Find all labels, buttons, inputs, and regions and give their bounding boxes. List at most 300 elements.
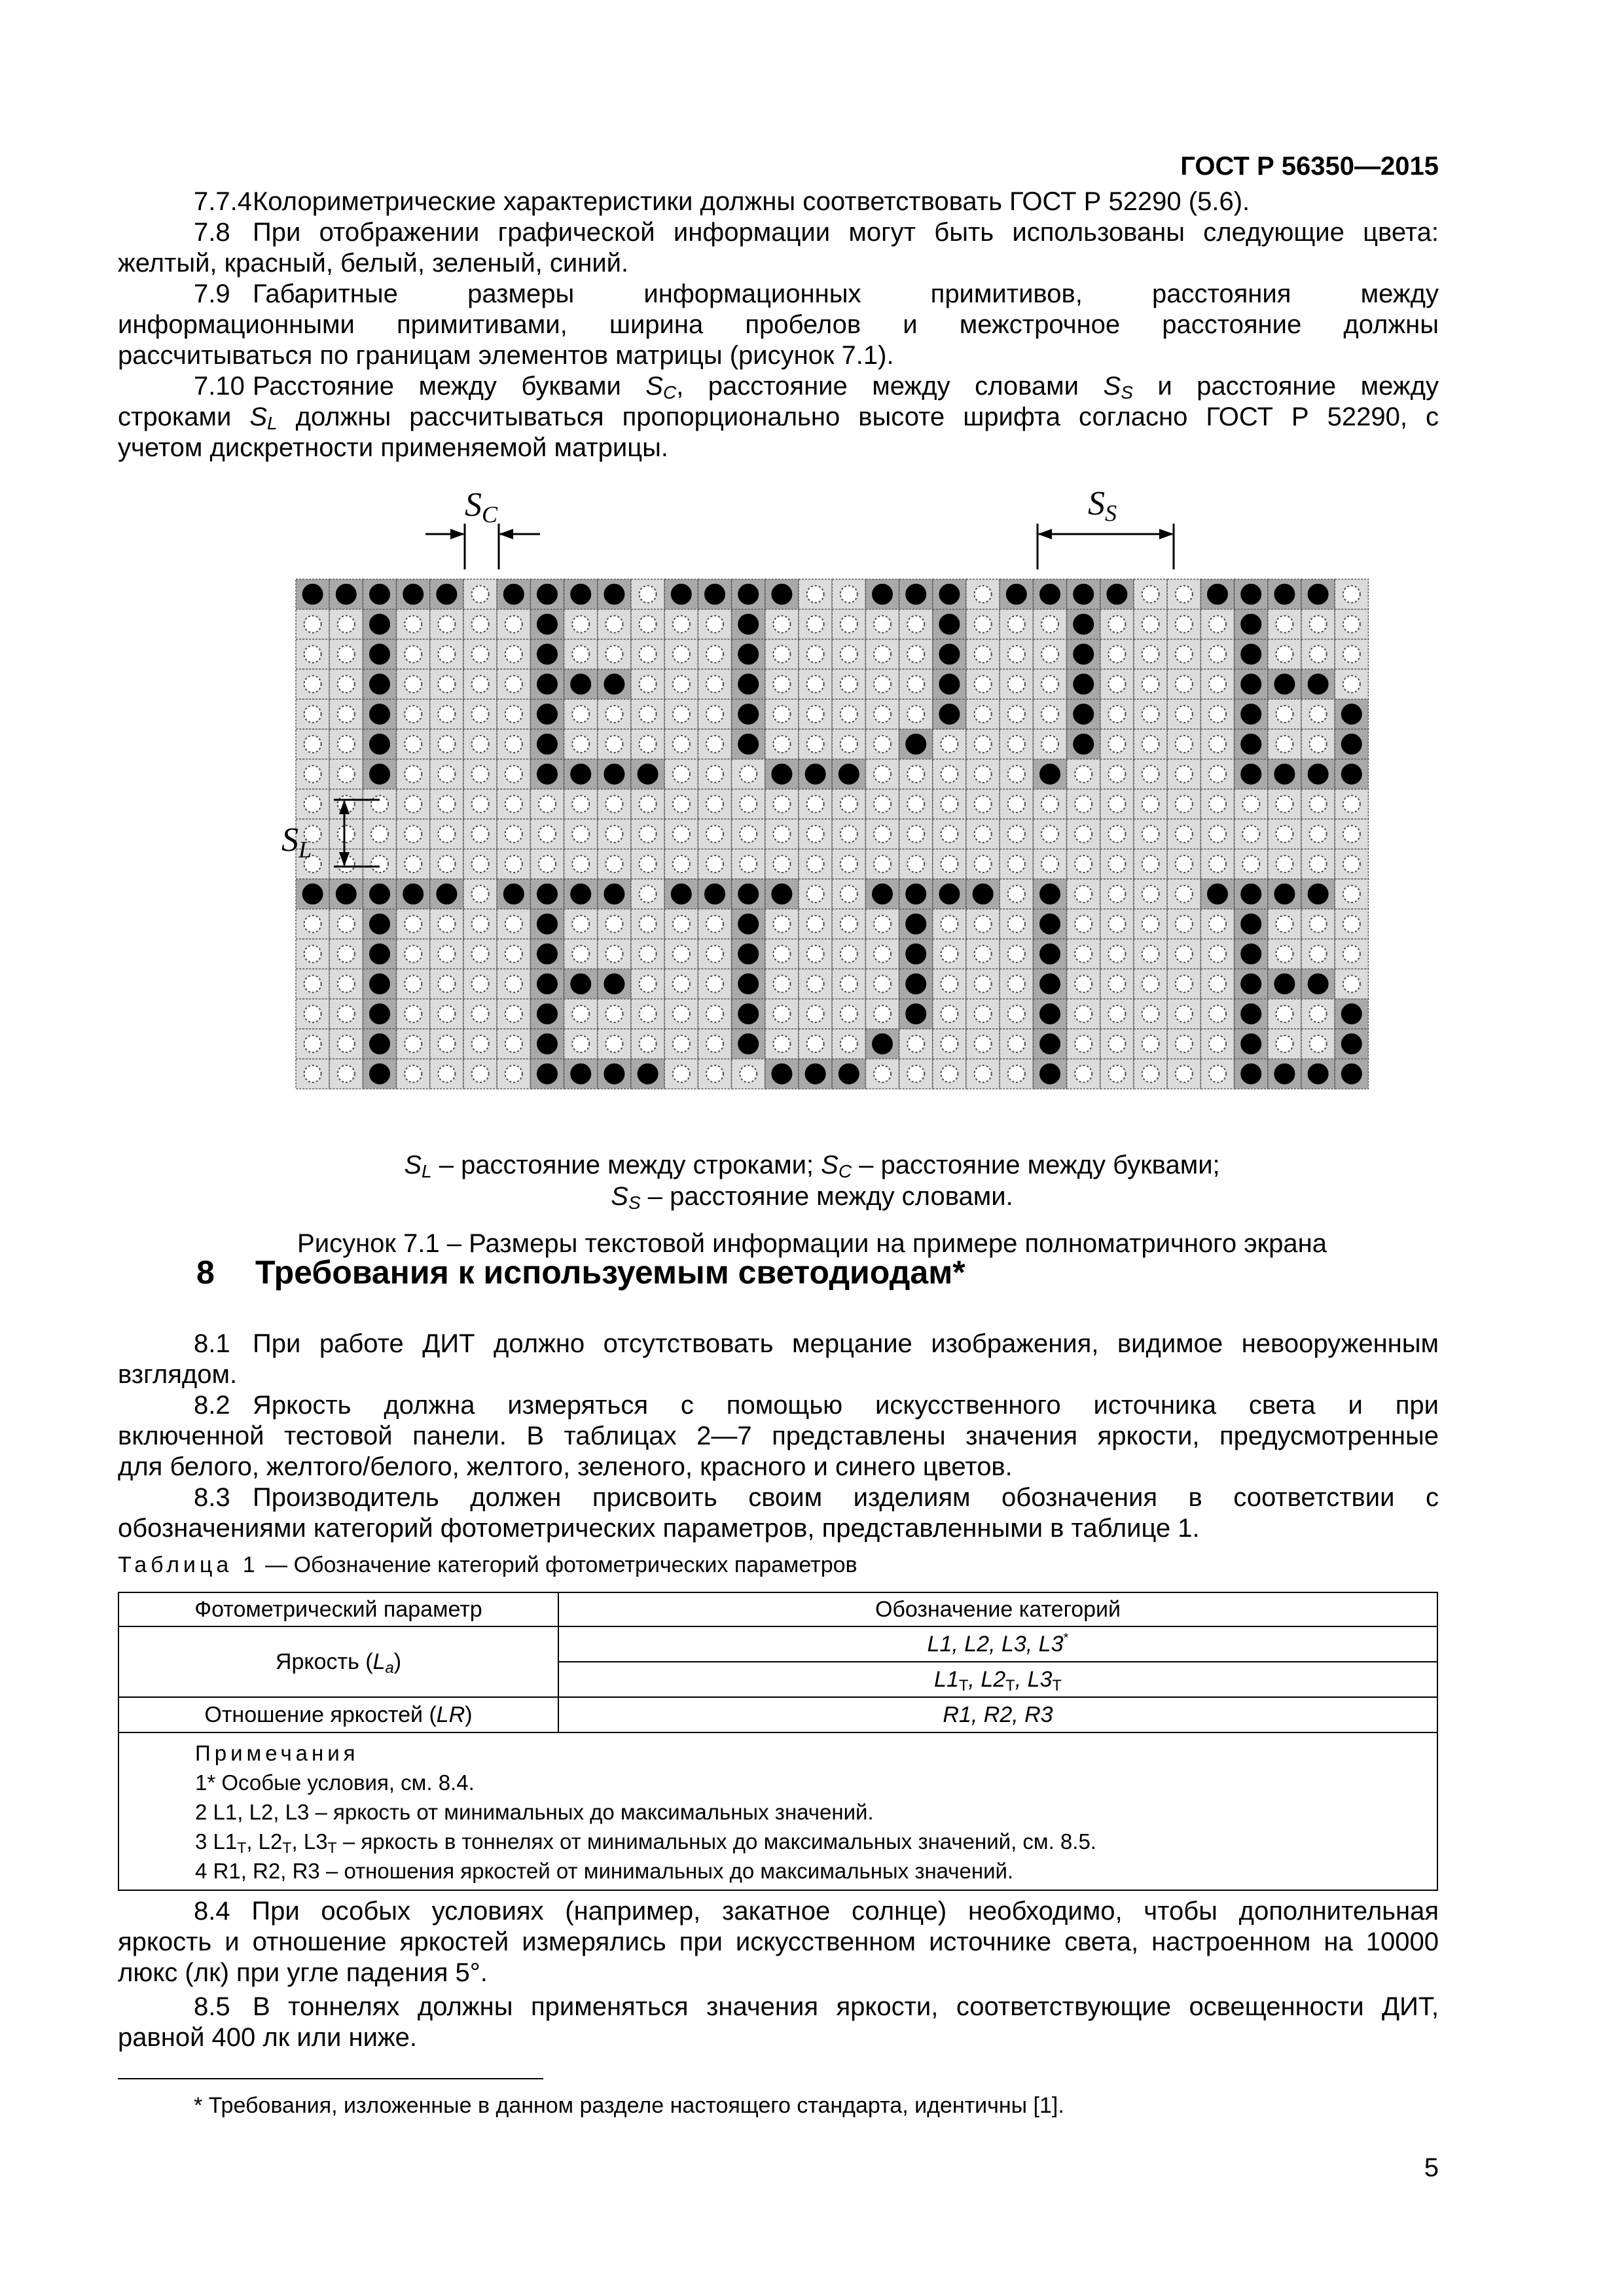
led-off (941, 916, 958, 933)
led-off (1176, 646, 1193, 663)
led-off (1343, 616, 1360, 633)
led-off (975, 916, 992, 933)
led-off (1176, 675, 1193, 692)
led-off (1142, 1066, 1159, 1083)
led-off (773, 916, 790, 933)
clause-number: 8.3 (194, 1483, 230, 1512)
figure-legend-line1: $S_L$ – расстояние между строками; $S_C$ – расстояние между буквами; (404, 1151, 1220, 1181)
led-on (906, 734, 926, 754)
led-off (975, 706, 992, 723)
led-off (975, 646, 992, 663)
led-off (338, 825, 355, 842)
clause-number: 7.9 (194, 279, 230, 308)
led-off (640, 1035, 657, 1052)
led-off (941, 946, 958, 963)
led-on (537, 1034, 557, 1054)
clause-text: Яркость должна измеряться с помощью искусственного источника света и при (253, 1391, 1439, 1420)
led-off (975, 736, 992, 753)
led-off (1108, 646, 1125, 663)
led-off (438, 766, 455, 783)
paragraph-8-3-line2: обозначениями категорий фотометрических параметров, представленными в таблице 1. (118, 1514, 1200, 1543)
led-off (807, 646, 824, 663)
led-off (975, 1035, 992, 1052)
led-off (1108, 855, 1125, 872)
led-off (1108, 1005, 1125, 1022)
led-off (807, 946, 824, 963)
led-off (1176, 586, 1193, 603)
led-off (1041, 736, 1058, 753)
led-off (1209, 766, 1226, 783)
led-off (1142, 916, 1159, 933)
led-off (605, 796, 623, 813)
led-off (807, 916, 824, 933)
led-off (572, 616, 589, 633)
led-off (539, 855, 556, 872)
paragraph-8-2-line1 (118, 1390, 1439, 1421)
symbol-sl: $S_L$ (404, 1151, 432, 1181)
led-off (1176, 796, 1193, 813)
led-off (572, 646, 589, 663)
led-on (571, 884, 590, 904)
led-off (706, 736, 723, 753)
paragraph-8-1-line2: взглядом. (118, 1360, 238, 1389)
led-off (338, 766, 355, 783)
led-on (303, 884, 323, 904)
led-off (1176, 766, 1193, 783)
table-header-category: Обозначение категорий (558, 1592, 1437, 1626)
led-off (338, 675, 355, 692)
led-on (939, 615, 959, 634)
led-off (304, 675, 321, 692)
symbol-ss: $S_S$ (611, 1182, 641, 1213)
led-off (773, 616, 790, 633)
led-on (537, 944, 557, 964)
led-on (772, 584, 791, 604)
led-off (1108, 916, 1125, 933)
led-off (1075, 916, 1092, 933)
led-off (1008, 1005, 1025, 1022)
led-on (537, 884, 557, 904)
led-on (1342, 704, 1362, 724)
led-off (773, 975, 790, 992)
led-off (572, 825, 589, 842)
led-on (604, 674, 624, 694)
led-off (840, 646, 857, 663)
led-off (1209, 616, 1226, 633)
led-on (504, 584, 524, 604)
led-off (1008, 796, 1025, 813)
led-off (505, 616, 522, 633)
led-off (472, 646, 489, 663)
led-off (1176, 616, 1193, 633)
led-off (472, 916, 489, 933)
table-cell-r-values: R1, R2, R3 (558, 1697, 1437, 1732)
led-off (1209, 855, 1226, 872)
led-on (370, 1004, 389, 1024)
led-on (1040, 884, 1060, 904)
sc-dimension (425, 486, 540, 569)
led-off (605, 825, 623, 842)
led-off (405, 646, 422, 663)
led-off (405, 706, 422, 723)
led-matrix-grid (296, 579, 1368, 1089)
led-off (941, 796, 958, 813)
led-off (840, 1005, 857, 1022)
led-on (672, 884, 691, 904)
led-off (405, 675, 422, 692)
led-off (740, 796, 757, 813)
led-off (706, 946, 723, 963)
led-off (1075, 1035, 1092, 1052)
led-off (807, 886, 824, 903)
led-on (973, 884, 993, 904)
led-off (505, 855, 522, 872)
led-off (640, 706, 657, 723)
led-off (807, 675, 824, 692)
led-off (1142, 766, 1159, 783)
led-off (1343, 825, 1360, 842)
led-off (505, 825, 522, 842)
led-off (640, 946, 657, 963)
paragraph-7-9-line1 (118, 279, 1439, 310)
led-off (975, 975, 992, 992)
led-off (807, 855, 824, 872)
led-off (1008, 766, 1025, 783)
led-on (806, 1064, 825, 1084)
led-off (1276, 916, 1293, 933)
led-off (1075, 1005, 1092, 1022)
led-on (403, 884, 423, 904)
led-off (1310, 1005, 1327, 1022)
led-off (1310, 616, 1327, 633)
led-off (1276, 616, 1293, 633)
led-off (472, 616, 489, 633)
led-off (706, 706, 723, 723)
led-off (572, 796, 589, 813)
led-off (1142, 1005, 1159, 1022)
led-off (673, 616, 690, 633)
led-off (405, 916, 422, 933)
led-off (840, 796, 857, 813)
led-on (1342, 764, 1362, 784)
led-off (1108, 736, 1125, 753)
led-on (537, 914, 557, 934)
led-off (640, 586, 657, 603)
led-on (1342, 1034, 1362, 1054)
led-on (370, 704, 389, 724)
led-off (907, 855, 924, 872)
clause-number: 7.7.4 (194, 187, 252, 216)
table-header-param: Фотометрический параметр (118, 1592, 558, 1626)
led-off (1142, 975, 1159, 992)
led-off (840, 886, 857, 903)
led-on (370, 1064, 389, 1084)
led-off (1176, 1005, 1193, 1022)
led-off (1209, 975, 1226, 992)
led-off (338, 946, 355, 963)
led-off (405, 796, 422, 813)
led-off (640, 855, 657, 872)
led-off (505, 1005, 522, 1022)
led-off (673, 855, 690, 872)
led-off (975, 675, 992, 692)
led-on (1040, 1034, 1060, 1054)
clause-text: При отображении графической информации могут быть использованы следующие цвета: (253, 218, 1439, 247)
led-off (673, 675, 690, 692)
led-off (1310, 1035, 1327, 1052)
led-off (706, 1066, 723, 1083)
led-off (1075, 946, 1092, 963)
led-on (537, 584, 557, 604)
table-cell-ratio: Отношение яркостей (LR) (118, 1697, 558, 1732)
led-on (1241, 615, 1261, 634)
led-off (673, 825, 690, 842)
led-off (1041, 796, 1058, 813)
led-off (907, 646, 924, 663)
led-off (438, 796, 455, 813)
led-off (338, 736, 355, 753)
led-off (1176, 886, 1193, 903)
led-off (438, 616, 455, 633)
led-off (405, 855, 422, 872)
clause-text: и расстояние между (1132, 372, 1439, 401)
paragraph-8-2-line3: для белого, желтого/белого, желтого, зеленого, красного и синего цветов. (118, 1452, 1013, 1481)
led-on (1074, 645, 1093, 664)
led-off (1108, 1035, 1125, 1052)
led-off (840, 1035, 857, 1052)
led-off (874, 736, 891, 753)
led-on (1040, 1004, 1060, 1024)
led-off (605, 736, 623, 753)
led-off (1108, 796, 1125, 813)
led-off (874, 616, 891, 633)
led-off (673, 1035, 690, 1052)
section-title: Требования к используемым светодиодам* (255, 1254, 965, 1291)
led-on (303, 584, 323, 604)
led-on (1241, 1034, 1261, 1054)
led-off (1008, 975, 1025, 992)
led-off (304, 736, 321, 753)
led-off (941, 1005, 958, 1022)
led-on (537, 1004, 557, 1024)
led-off (1041, 616, 1058, 633)
led-off (304, 1035, 321, 1052)
led-off (941, 1035, 958, 1052)
led-on (738, 615, 758, 634)
led-on (1308, 974, 1328, 994)
led-on (1241, 944, 1261, 964)
table-caption: Таблица 1 — Обозначение категорий фотометрических параметров (118, 1552, 857, 1577)
led-off (371, 825, 388, 842)
led-off (773, 706, 790, 723)
led-off (1008, 855, 1025, 872)
led-off (807, 616, 824, 633)
led-on (1241, 884, 1261, 904)
led-off (338, 1066, 355, 1083)
led-on (939, 704, 959, 724)
led-on (537, 645, 557, 664)
led-on (1308, 674, 1328, 694)
led-off (874, 855, 891, 872)
sl-label: SL (281, 821, 312, 863)
led-on (738, 704, 758, 724)
led-off (1310, 706, 1327, 723)
led-off (840, 825, 857, 842)
led-off (572, 946, 589, 963)
led-on (604, 974, 624, 994)
led-off (304, 796, 321, 813)
led-off (975, 855, 992, 872)
led-on (672, 584, 691, 604)
led-off (505, 975, 522, 992)
led-on (839, 1064, 859, 1084)
clause-text: , расстояние между словами (676, 372, 1104, 401)
led-on (1040, 584, 1060, 604)
section-heading (196, 1253, 965, 1291)
led-on (738, 584, 758, 604)
led-off (840, 736, 857, 753)
led-off (438, 855, 455, 872)
led-on (1274, 1064, 1294, 1084)
led-off (1008, 706, 1025, 723)
led-on (1241, 974, 1261, 994)
led-off (1310, 916, 1327, 933)
led-on (1241, 734, 1261, 754)
clause-number: 7.8 (194, 218, 230, 247)
led-off (941, 855, 958, 872)
led-off (1142, 886, 1159, 903)
led-off (907, 706, 924, 723)
led-on (437, 884, 456, 904)
led-off (1142, 616, 1159, 633)
led-on (738, 1004, 758, 1024)
led-off (1108, 1066, 1125, 1083)
paragraph-7-7-4 (118, 187, 1439, 217)
led-on (1074, 584, 1093, 604)
led-off (807, 736, 824, 753)
led-off (807, 586, 824, 603)
paragraph-8-3-line1 (118, 1482, 1439, 1513)
led-off (1209, 796, 1226, 813)
led-off (1276, 706, 1293, 723)
led-on (370, 974, 389, 994)
clause-number: 8.2 (194, 1391, 230, 1420)
led-off (1310, 646, 1327, 663)
notes-title: Примечания (195, 1741, 359, 1765)
led-off (640, 975, 657, 992)
led-off (438, 975, 455, 992)
led-off (338, 646, 355, 663)
led-on (873, 1034, 892, 1054)
led-off (405, 825, 422, 842)
led-off (304, 616, 321, 633)
led-on (839, 764, 859, 784)
footnote-separator (118, 2078, 543, 2079)
led-on (1074, 704, 1093, 724)
led-off (1176, 1035, 1193, 1052)
led-on (1274, 884, 1294, 904)
led-off (1075, 796, 1092, 813)
led-off (304, 946, 321, 963)
symbol-ss: $S_S$ (1103, 372, 1133, 403)
led-off (1142, 736, 1159, 753)
led-off (874, 646, 891, 663)
clause-text: Габаритные размеры информационных примитивов, расстояния между (253, 279, 1439, 308)
section-number: 8 (196, 1254, 215, 1291)
led-off (472, 706, 489, 723)
paragraph-7-10-line2: строками $S_L$ должны рассчитываться пропорционально высоте шрифта согласно ГОСТ Р 52290, с (118, 403, 1439, 433)
led-off (640, 675, 657, 692)
paragraph-7-8-line2: желтый, красный, белый, зеленый, синий. (118, 249, 629, 278)
led-off (1310, 736, 1327, 753)
led-on (738, 884, 758, 904)
led-off (1041, 706, 1058, 723)
led-off (1176, 946, 1193, 963)
led-off (304, 916, 321, 933)
led-off (1142, 946, 1159, 963)
led-off (673, 646, 690, 663)
category-table (118, 1592, 1438, 1891)
led-off (640, 825, 657, 842)
led-on (906, 974, 926, 994)
led-off (975, 586, 992, 603)
led-off (572, 855, 589, 872)
led-off (706, 855, 723, 872)
led-off (1142, 646, 1159, 663)
led-off (1242, 855, 1259, 872)
led-off (1008, 736, 1025, 753)
led-off (1176, 736, 1193, 753)
led-on (906, 584, 926, 604)
led-off (505, 675, 522, 692)
led-off (975, 825, 992, 842)
led-off (673, 766, 690, 783)
led-off (371, 796, 388, 813)
led-off (640, 736, 657, 753)
led-on (1342, 734, 1362, 754)
led-on (537, 615, 557, 634)
led-on (638, 1064, 658, 1084)
led-on (370, 884, 389, 904)
led-on (1208, 884, 1227, 904)
led-on (1241, 704, 1261, 724)
led-on (537, 764, 557, 784)
led-off (1310, 825, 1327, 842)
led-off (438, 736, 455, 753)
led-off (338, 1035, 355, 1052)
led-off (1075, 1066, 1092, 1083)
led-on (772, 764, 791, 784)
led-off (405, 975, 422, 992)
led-on (1074, 674, 1093, 694)
led-off (773, 855, 790, 872)
led-off (807, 825, 824, 842)
led-off (1108, 616, 1125, 633)
figure-legend-line2: $S_S$ – расстояние между словами. (611, 1182, 1013, 1213)
led-off (1008, 946, 1025, 963)
led-on (1040, 914, 1060, 934)
led-off (1008, 916, 1025, 933)
led-off (840, 855, 857, 872)
led-off (505, 766, 522, 783)
led-on (939, 884, 959, 904)
led-off (1176, 1066, 1193, 1083)
led-off (1209, 1035, 1226, 1052)
led-off (539, 825, 556, 842)
led-off (706, 916, 723, 933)
led-off (438, 706, 455, 723)
led-off (1008, 1035, 1025, 1052)
